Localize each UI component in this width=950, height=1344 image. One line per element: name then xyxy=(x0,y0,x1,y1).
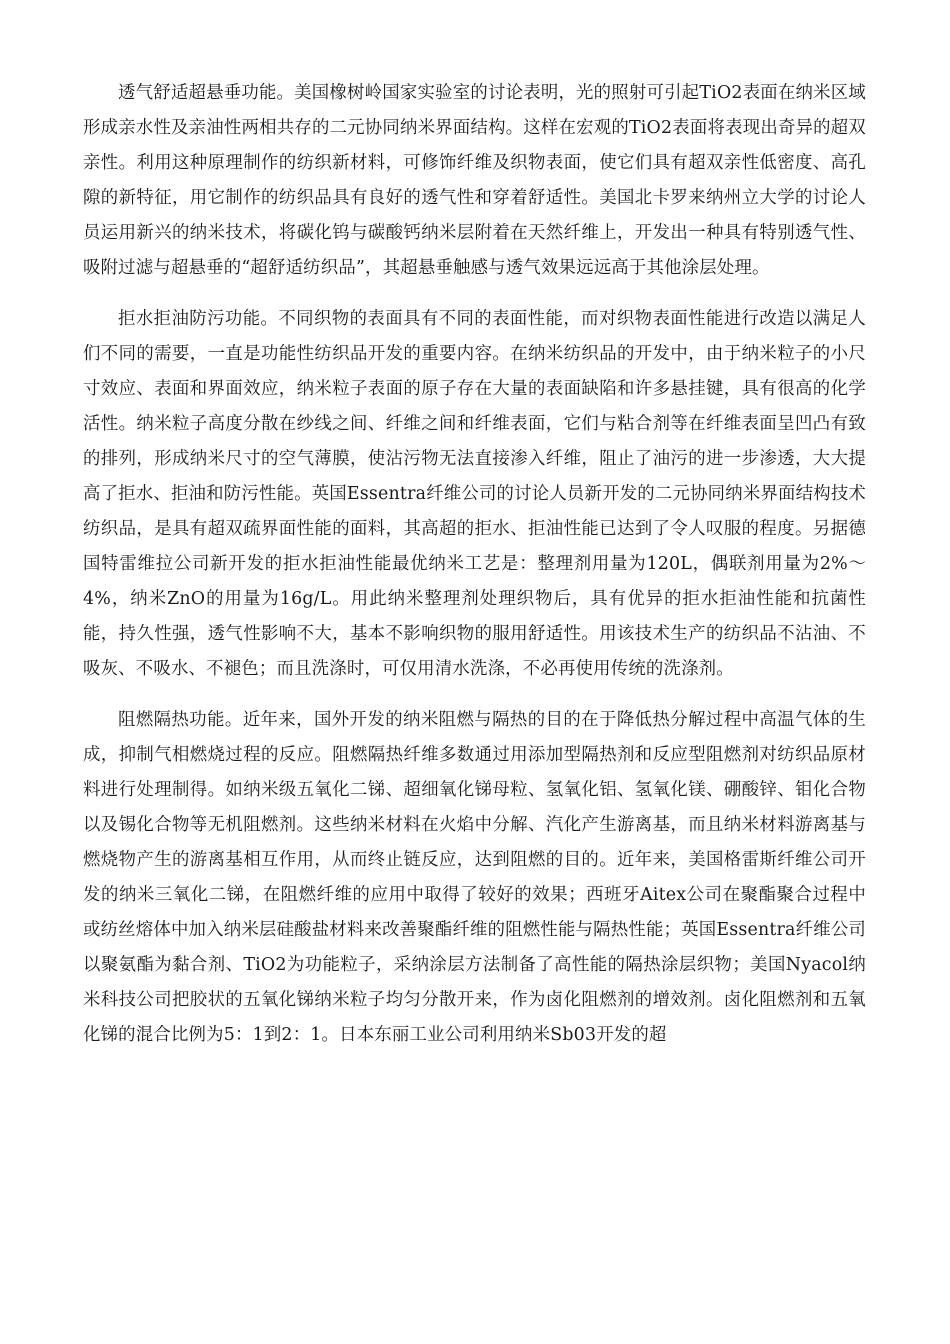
paragraph-water-oil-repellent: 拒水拒油防污功能。不同织物的表面具有不同的表面性能，而对织物表面性能进行改造以满足人们不同的需要，一直是功能性纺织品开发的重要内容。在纳米纺织品的开发中，由于纳米粒子的小尺寸效应、表面和界面效应，纳米粒子表面的原子存在大量的表面缺陷和许多悬挂键，具有很高的化学活性。纳米粒子高度分散在纱线之间、纤维之间和纤维表面，它们与粘合剂等在纤维表面呈凹凸有致的排列，形成纳米尺寸的空气薄膜，使沾污物无法直接渗入纤维，阻止了油污的进一步渗透，大大提高了拒水、拒油和防污性能。英国Essentra纤维公司的讨论人员新开发的二元协同纳米界面结构技术纺织品，是具有超双疏界面性能的面料，其高超的拒水、拒油性能已达到了令人叹服的程度。另据德国特雷维拉公司新开发的拒水拒油性能最优纳米工艺是：整理剂用量为120L，偶联剂用量为2%～4%，纳米ZnO的用量为16g/L。用此纳米整理剂处理织物后，具有优异的拒水拒油性能和抗菌性能，持久性强，透气性影响不大，基本不影响织物的服用舒适性。用该技术生产的纺织品不沾油、不吸灰、不吸水、不褪色；而且洗涤时，可仅用清水洗涤，不必再使用传统的洗涤剂。 xyxy=(83,309,866,679)
document-body xyxy=(83,76,866,1053)
paragraph-breathable-drape: 透气舒适超悬垂功能。美国橡树岭国家实验室的讨论表明，光的照射可引起TiO2表面在纳米区域形成亲水性及亲油性两相共存的二元协同纳米界面结构。这样在宏观的TiO2表面将表现出奇异的超双亲性。利用这种原理制作的纺织新材料，可修饰纤维及织物表面，使它们具有超双亲性低密度、高孔隙的新特征，用它制作的纺织品具有良好的透气性和穿着舒适性。美国北卡罗来纳州立大学的讨论人员运用新兴的纳米技术，将碳化钨与碳酸钙纳米层附着在天然纤维上，开发出一种具有特别透气性、吸附过滤与超悬垂的“超舒适纺织品”，其超悬垂触感与透气效果远远高于其他涂层处理。 xyxy=(83,83,866,278)
paragraph-flame-retardant: 阻燃隔热功能。近年来，国外开发的纳米阻燃与隔热的目的在于降低热分解过程中高温气体的生成，抑制气相燃烧过程的反应。阻燃隔热纤维多数通过用添加型隔热剂和反应型阻燃剂对纺织品原材料进行处理制得。如纳米级五氧化二锑、超细氧化锑母粒、氢氧化铝、氢氧化镁、硼酸锌、钼化合物以及锡化合物等无机阻燃剂。这些纳米材料在火焰中分解、汽化产生游离基，而且纳米材料游离基与燃烧物产生的游离基相互作用，从而终止链反应，达到阻燃的目的。近年来，美国格雷斯纤维公司开发的纳米三氧化二锑，在阻燃纤维的应用中取得了较好的效果；西班牙Aitex公司在聚酯聚合过程中或纺丝熔体中加入纳米层硅酸盐材料来改善聚酯纤维的阻燃性能与隔热性能；英国Essentra纤维公司以聚氨酯为黏合剂、TiO2为功能粒子，采纳涂层方法制备了高性能的隔热涂层织物；美国Nyacol纳米科技公司把胶状的五氧化锑纳米粒子均匀分散开来，作为卤化阻燃剂的增效剂。卤化阻燃剂和五氧化锑的混合比例为5：1到2：1。日本东丽工业公司利用纳米Sb03开发的超 xyxy=(83,710,866,1045)
